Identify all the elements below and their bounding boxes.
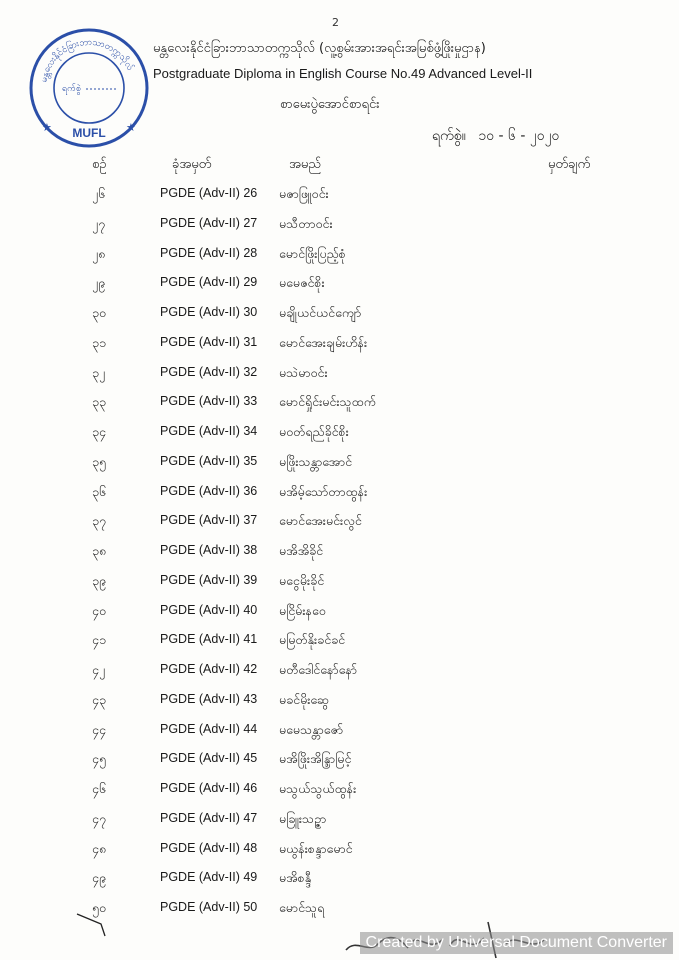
table-row: [0, 841, 679, 871]
list-title: စာမေးပွဲအောင်စာရင်း: [280, 97, 380, 112]
roll-number: PGDE (Adv-II) 45: [160, 751, 258, 766]
table-row: [0, 216, 679, 246]
student-name: မဖြိုးသန္တာအောင်: [279, 453, 353, 469]
row-number: ၃၄: [92, 424, 107, 439]
row-number: ၄၂: [92, 662, 106, 677]
handwritten-mark: [75, 910, 115, 940]
row-number: ၃၁: [92, 334, 107, 350]
roll-number: PGDE (Adv-II) 33: [160, 394, 258, 409]
date-line: [432, 126, 559, 147]
student-name: မသဲမာဝင်း: [279, 364, 328, 380]
row-number: ၄၄: [92, 721, 107, 737]
row-number: ၅၀: [92, 900, 107, 915]
table-row: [0, 335, 679, 365]
date-value: ၁၀ - ၆ - ၂၀၂၀: [478, 128, 560, 144]
row-number: ၂၇: [92, 215, 106, 231]
row-number: ၃၇: [92, 513, 107, 529]
roll-number: PGDE (Adv-II) 50: [160, 900, 258, 914]
student-name: မမြတ်နိုးခင်ခင်: [279, 632, 346, 648]
row-number: ၃၂: [92, 364, 106, 380]
table-row: [0, 484, 679, 514]
university-title: မန္တလေးနိုင်ငံခြားဘာသာတက္ကသိုလ် (လူ့စွမ်းအားအရင်းအမြစ်ဖွံ့ဖြိုးမှုဌာန): [153, 41, 486, 56]
roll-number: PGDE (Adv-II) 44: [160, 721, 258, 736]
page-number: 2: [332, 16, 339, 29]
seal-center-text: MUFL: [72, 126, 106, 140]
roll-number: PGDE (Adv-II) 34: [160, 424, 258, 438]
seal-inner-text: ရက်စွဲ: [62, 84, 82, 94]
row-number: ၃၈: [92, 543, 107, 558]
student-name: မအိစန္ဒီ: [279, 870, 312, 886]
student-name: မသီတာဝင်း: [279, 215, 333, 231]
student-name: မောင်သူရ: [279, 900, 325, 915]
roll-number: PGDE (Adv-II) 42: [160, 662, 258, 676]
table-row: [0, 811, 679, 841]
roll-number: PGDE (Adv-II) 47: [160, 810, 258, 825]
row-number: ၃၆: [92, 483, 107, 499]
student-name: မချိုယင်ယင်ကျော်: [279, 305, 362, 320]
row-number: ၄၅: [92, 751, 107, 767]
table-row: [0, 722, 679, 752]
student-name: မသွယ်သွယ်ထွန်း: [279, 781, 357, 796]
table-row: [0, 573, 679, 603]
table-row: [0, 305, 679, 335]
row-number: ၄၀: [92, 602, 107, 618]
row-number: ၄၃: [92, 691, 107, 707]
student-name: မအိအိခိုင်: [279, 543, 324, 558]
roll-number: PGDE (Adv-II) 29: [160, 275, 258, 290]
table-row: [0, 781, 679, 811]
row-number: ၃၉: [92, 572, 107, 588]
table-row: [0, 751, 679, 781]
row-number: ၄၁: [92, 632, 107, 648]
row-number: ၂၈: [92, 245, 106, 261]
student-name: မဇာဖြူဝင်း: [279, 186, 329, 201]
roll-number: PGDE (Adv-II) 38: [160, 543, 258, 557]
star-icon: ★: [126, 121, 136, 134]
roll-number: PGDE (Adv-II) 37: [160, 513, 258, 528]
column-header-no: စဉ်: [92, 157, 107, 172]
row-number: ၃၃: [92, 394, 107, 410]
roll-number: PGDE (Adv-II) 27: [160, 215, 258, 230]
table-row: [0, 424, 679, 454]
row-number: ၄၇: [92, 810, 107, 826]
student-name: မငြိမ်းနဝေ: [279, 602, 326, 618]
roll-number: PGDE (Adv-II) 30: [160, 305, 258, 319]
row-number: ၄၉: [92, 870, 107, 886]
roll-number: PGDE (Adv-II) 48: [160, 840, 258, 855]
column-header-roll: ခုံအမှတ်: [172, 157, 212, 172]
student-name: မောင်အေးချမ်းဟိန်း: [279, 334, 368, 350]
column-header-remark: မှတ်ချက်: [548, 157, 591, 172]
roll-number: PGDE (Adv-II) 41: [160, 632, 258, 647]
roll-number: PGDE (Adv-II) 43: [160, 691, 258, 706]
converter-watermark: Created by Universal Document Converter: [360, 932, 673, 954]
student-name: မခြူးသဥ္ဇာ: [279, 810, 327, 826]
table-row: [0, 692, 679, 722]
student-name: မမေဇင်စိုး: [279, 275, 325, 291]
table-row: [0, 513, 679, 543]
student-name: မောင်ရှိုင်းမင်းသူထက်: [279, 394, 376, 410]
roll-number: PGDE (Adv-II) 26: [160, 186, 258, 200]
student-name: မတီဒေါင်နော်နော်: [279, 662, 358, 677]
roll-number: PGDE (Adv-II) 32: [160, 364, 258, 379]
table-row: [0, 275, 679, 305]
row-number: ၃၅: [92, 453, 107, 469]
table-row: [0, 632, 679, 662]
roll-number: PGDE (Adv-II) 39: [160, 572, 258, 587]
course-title: Postgraduate Diploma in English Course No.49 Advanced Level-II: [153, 66, 533, 81]
roll-number: PGDE (Adv-II) 49: [160, 870, 258, 885]
row-number: ၄၆: [92, 781, 107, 796]
roll-number: PGDE (Adv-II) 36: [160, 483, 258, 498]
row-number: ၄၈: [92, 840, 107, 856]
seal-ring-path: မန္တလေးနိုင်ငံခြားဘာသာတက္ကသိုလ်: [39, 37, 135, 84]
table-row: [0, 543, 679, 573]
row-number: ၃၀: [92, 305, 107, 320]
star-icon: ★: [42, 121, 52, 134]
table-row: [0, 662, 679, 692]
student-name: မယွန်းစန္ဒာမောင်: [279, 840, 353, 856]
row-number: ၂၉: [92, 275, 106, 291]
roll-number: PGDE (Adv-II) 46: [160, 781, 258, 795]
table-row: [0, 394, 679, 424]
roll-number: PGDE (Adv-II) 28: [160, 245, 258, 260]
table-row: [0, 870, 679, 900]
student-name: မအိဖြိုးအိန္ဒြာမြင့်: [279, 751, 352, 767]
table-row: [0, 603, 679, 633]
university-seal: [28, 27, 150, 149]
student-name: မောင်ဖြိုးပြည့်စုံ: [279, 245, 346, 261]
roll-number: PGDE (Adv-II) 35: [160, 453, 258, 468]
student-name: မအိမ့်သော်တာထွန်း: [279, 483, 368, 499]
roll-number: PGDE (Adv-II) 40: [160, 602, 258, 617]
student-name: မဝတ်ရည်ခိုင်စိုး: [279, 424, 349, 439]
date-label: ရက်စွဲ။: [432, 128, 466, 144]
row-number: ၂၆: [92, 186, 106, 201]
table-row: [0, 365, 679, 395]
roll-number: PGDE (Adv-II) 31: [160, 334, 258, 349]
student-name: မငွေမိုးခိုင်: [279, 572, 325, 588]
student-name: မခင်မိုးဆွေ: [279, 691, 329, 707]
column-header-name: အမည်: [289, 157, 321, 172]
table-row: [0, 186, 679, 216]
table-row: [0, 454, 679, 484]
student-name: မောင်အေးမင်းလွင်: [279, 513, 362, 529]
table-row: [0, 246, 679, 276]
student-name: မမေသန္တာဇော်: [279, 721, 344, 737]
